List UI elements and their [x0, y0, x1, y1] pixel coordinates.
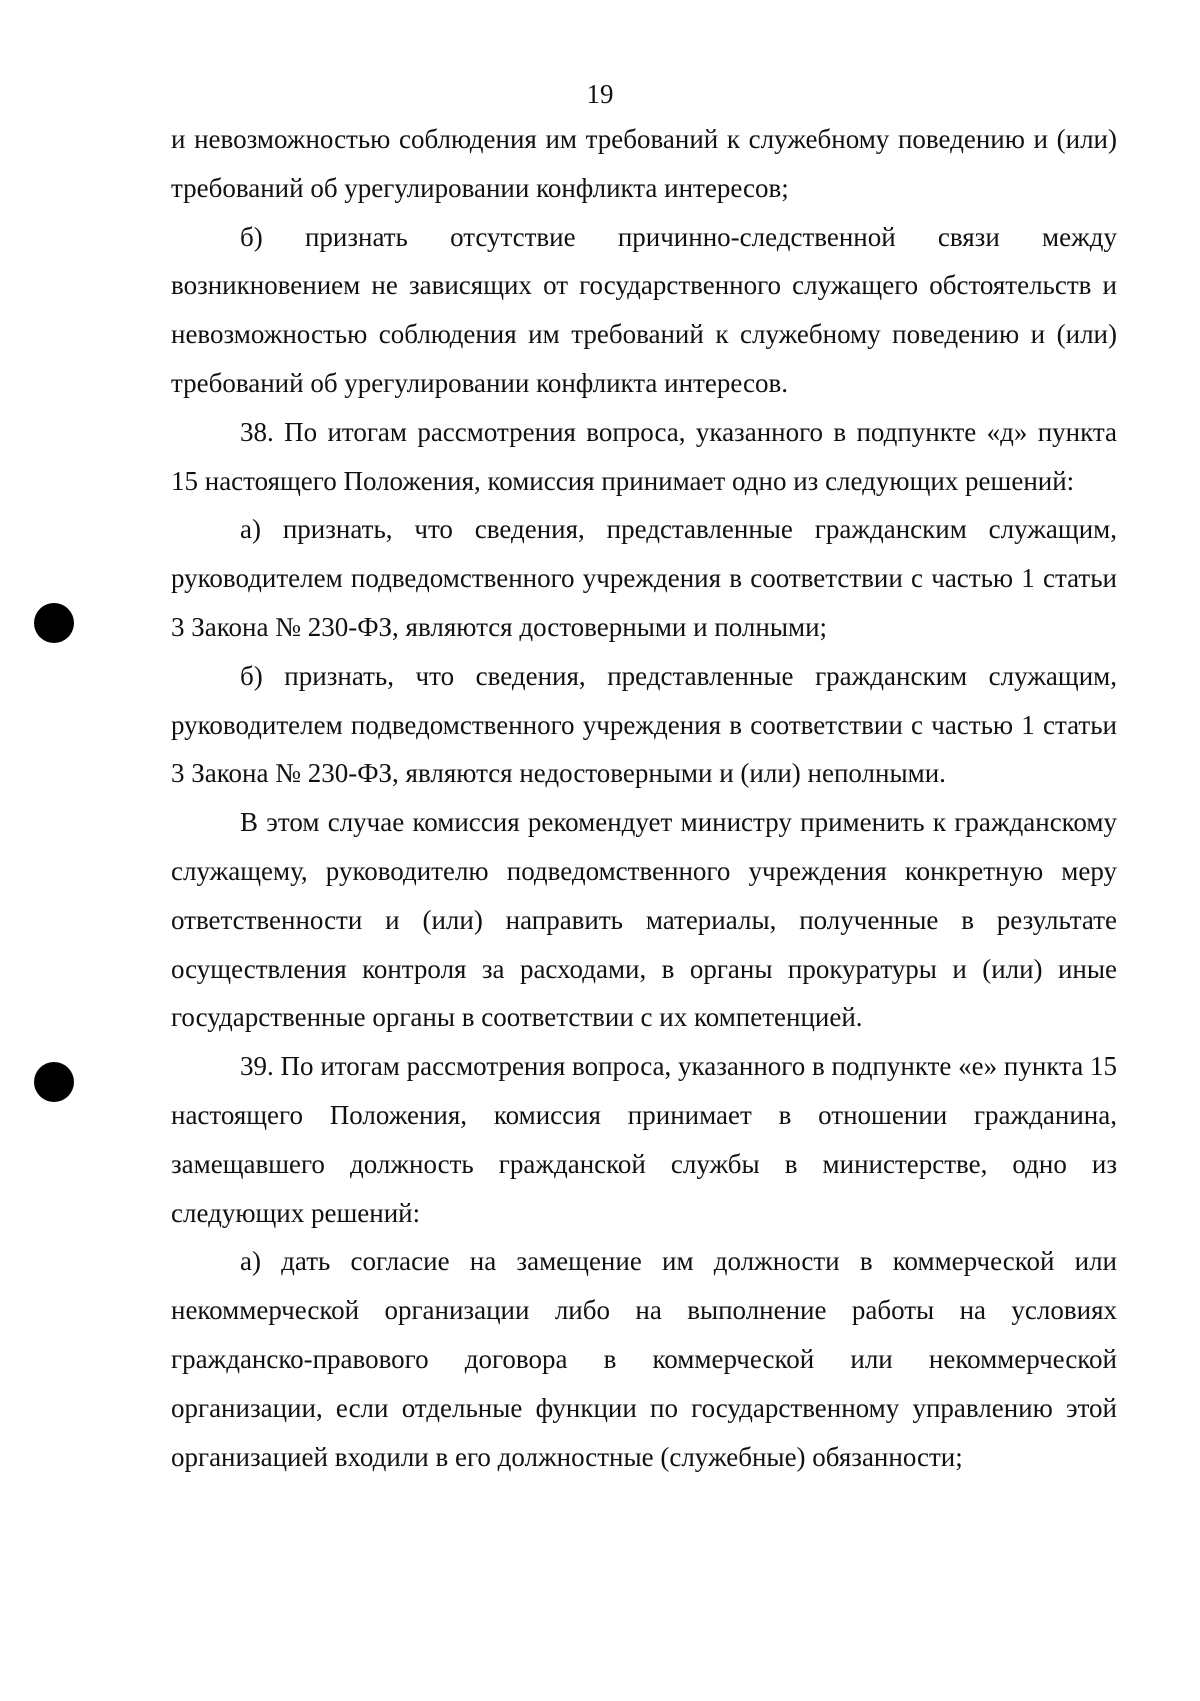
punch-hole	[34, 603, 74, 643]
document-body	[171, 115, 1117, 1481]
paragraph-38-item-b: б) признать, что сведения, представленные гражданским служащим, руководителем подведомственного учреждения в соответствии с частью 1 статьи 3 Закона № 230-ФЗ, являются недостоверными и (или) неполными.	[171, 660, 1117, 789]
paragraph-38: 38. По итогам рассмотрения вопроса, указанного в подпункте «д» пункта 15 настоящего Положения, комиссия принимает одно из следующих решений:	[171, 416, 1117, 496]
paragraph-39: 39. По итогам рассмотрения вопроса, указанного в подпункте «е» пункта 15 настоящего Положения, комиссия принимает в отношении гражданина, замещавшего должность гражданской службы в министерстве, одно из следующих решений:	[171, 1051, 1117, 1228]
page-number: 19	[586, 79, 614, 109]
paragraph-item-b: б) признать отсутствие причинно-следственной связи между возникновением не зависящих от государственного служащего обстоятельств и невозможностью соблюдения им требований к служебному поведению и (или) требований об урегулировании конфликта интересов.	[171, 221, 1117, 398]
paragraph-continuation: и невозможностью соблюдения им требований к служебному поведению и (или) требований об урегулировании конфликта интересов;	[171, 124, 1117, 203]
paragraph-39-item-a: а) дать согласие на замещение им должности в коммерческой или некоммерческой организации либо на выполнение работы на условиях гражданско-правового договора в коммерческой или некоммерческой организации, если отдельные функции по государственному управлению этой организацией входили в его должностные (служебные) обязанности;	[171, 1246, 1117, 1472]
punch-hole	[34, 1062, 74, 1102]
paragraph-38-item-a: а) признать, что сведения, представленные гражданским служащим, руководителем подведомственного учреждения в соответствии с частью 1 статьи 3 Закона № 230-ФЗ, являются достоверными и полными;	[171, 514, 1117, 642]
paragraph-recommendation: В этом случае комиссия рекомендует министру применить к гражданскому служащему, руководителю подведомственного учреждения конкретную меру ответственности и (или) направить материалы, полученные в результате осуществления контроля за расходами, в органы прокуратуры и (или) иные государственные органы в соответствии с их компетенцией.	[171, 807, 1117, 1033]
